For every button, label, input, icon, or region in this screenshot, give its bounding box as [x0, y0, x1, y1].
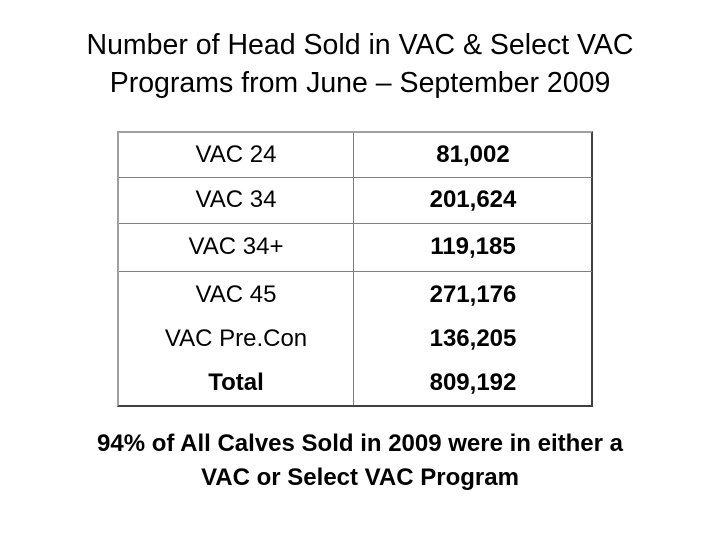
- program-name-cell: VAC 34: [119, 177, 354, 223]
- summary-footnote-line-1: 94% of All Calves Sold in 2009 were in either a: [97, 430, 623, 457]
- table-row: [119, 318, 592, 360]
- head-sold-cell: 271,176: [429, 280, 517, 308]
- summary-footnote-line-2: VAC or Select VAC Program: [201, 464, 519, 491]
- total-value-cell: 809,192: [429, 368, 517, 396]
- program-name-cell: VAC Pre.Con: [119, 318, 354, 360]
- head-sold-cell: 81,002: [354, 133, 593, 177]
- head-sold-cell: 136,205: [429, 325, 517, 352]
- page-title-line-2: Programs from June – September 2009: [109, 67, 611, 99]
- program-name-cell: VAC 34+: [119, 223, 354, 271]
- total-label-cell: Total: [119, 360, 354, 405]
- page-title-line-1: Number of Head Sold in VAC & Select VAC: [86, 29, 634, 61]
- table-row: [119, 133, 592, 177]
- table-row: [119, 177, 592, 223]
- table-total-row: [119, 360, 592, 405]
- sales-table: [119, 133, 592, 405]
- head-sold-cell: 119,185: [354, 223, 593, 271]
- table-row: [119, 271, 592, 318]
- page-title: [0, 26, 720, 102]
- head-sold-cell: 201,624: [354, 177, 593, 223]
- sales-table-frame: [117, 131, 593, 407]
- summary-footnote: [0, 427, 720, 495]
- program-name-cell: VAC 45: [119, 271, 354, 318]
- table-row: [119, 223, 592, 271]
- program-name-cell: VAC 24: [119, 133, 354, 177]
